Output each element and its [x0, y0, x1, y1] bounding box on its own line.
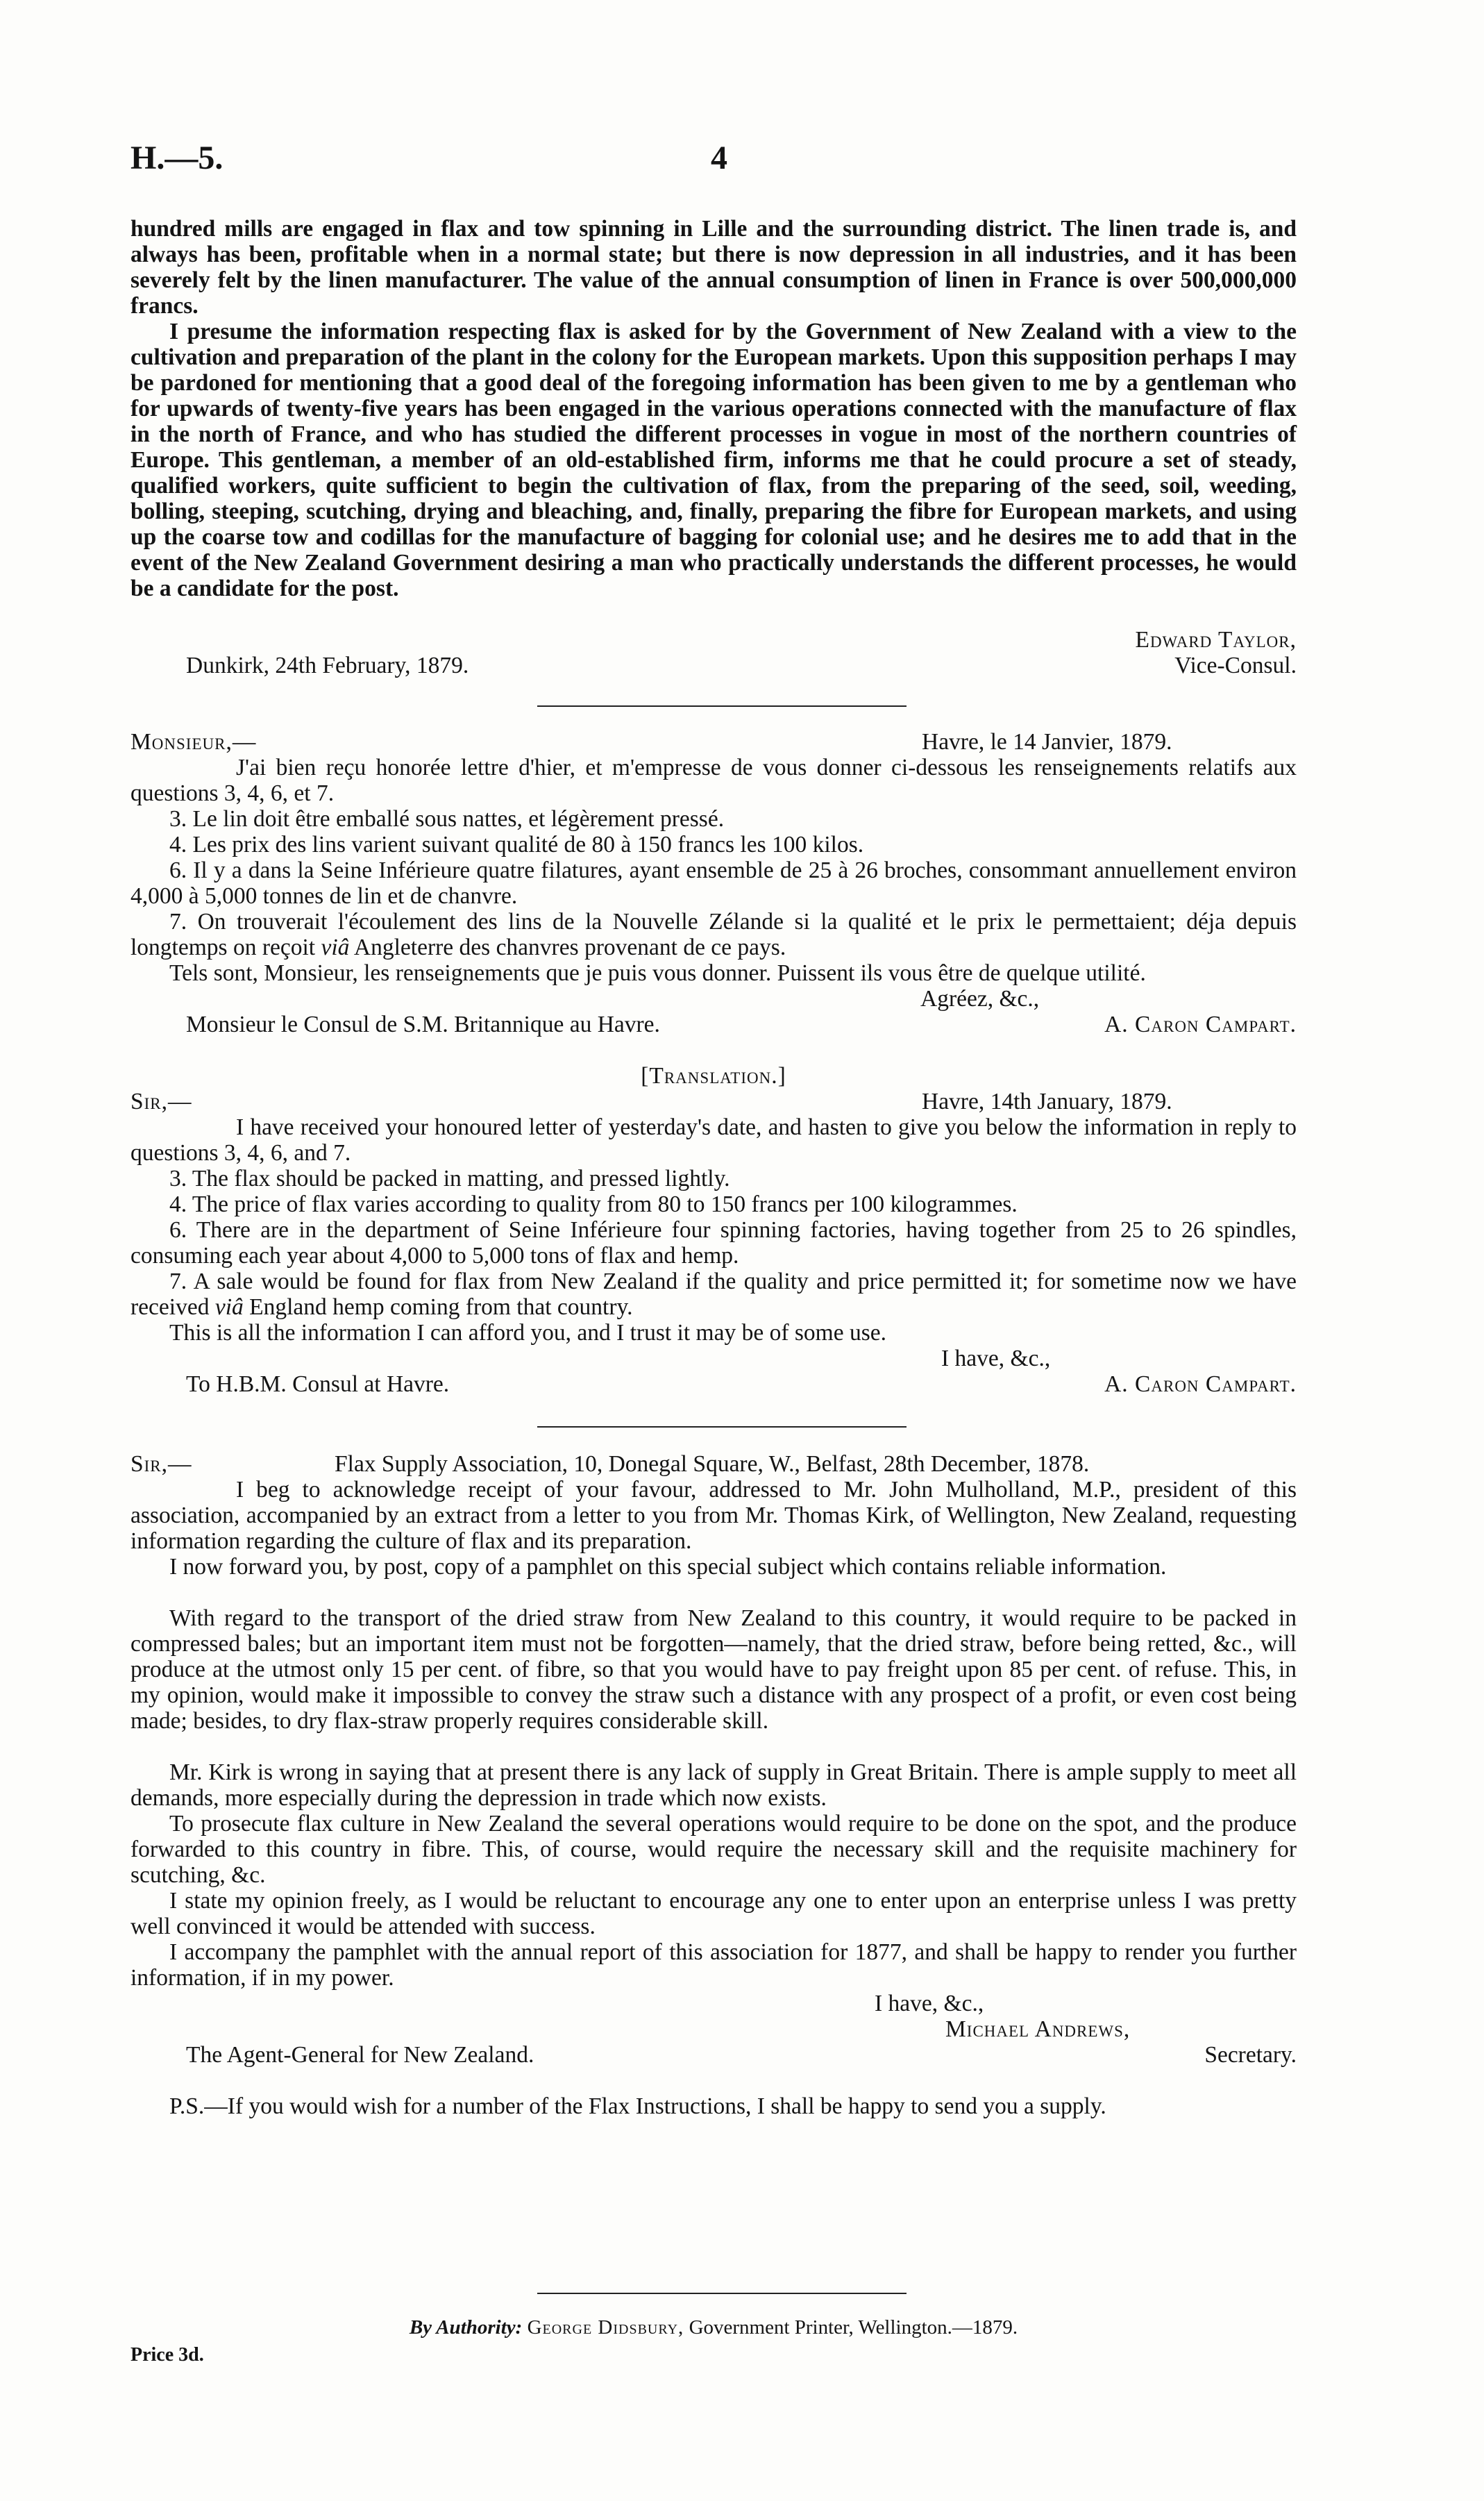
belfast-address-date: Flax Supply Association, 10, Donegal Square, W., Belfast, 28th December, 1878.: [335, 1451, 1090, 1477]
document-reference: H.—5.: [130, 140, 224, 176]
page-number: 4: [711, 140, 727, 176]
translation-intro: I have received your honoured letter of yesterday's date, and hasten to give you below the information in reply to questions 3, 4, 6, and 7.: [130, 1114, 1297, 1166]
belfast-paragraph-5: To prosecute flax culture in New Zealand the several operations would require to be done on the spot, and the produce forwarded to this country in fibre. This, of course, would require the necessary skill and the requisite machinery for scutching, &c.: [130, 1811, 1297, 1888]
french-closing: Tels sont, Monsieur, les renseignements que je puis vous donner. Puissent ils vous être de quelque utilité.: [169, 960, 1146, 986]
belfast-signer-title: Secretary.: [1204, 2042, 1297, 2068]
dunkirk-signer-title: Vice-Consul.: [1174, 653, 1297, 678]
french-place-date: Havre, le 14 Janvier, 1879.: [922, 729, 1172, 755]
dunkirk-paragraph-1: hundred mills are engaged in flax and tow spinning in Lille and the surrounding district. The linen trade is, and always has been, profitable when in a normal state; but there is now depression in all industries, and it has been severely felt by the linen manufacturer. The value of the annual consumption of linen in France is over 500,000,000 francs.: [130, 216, 1297, 319]
translation-item: 6. There are in the department of Seine Inférieure four spinning factories, having together from 25 to 26 spindles, consuming each year about 4,000 to 5,000 tons of flax and hemp.: [130, 1217, 1297, 1269]
belfast-paragraph-7: I accompany the pamphlet with the annual report of this association for 1877, and shall be happy to render you further information, if in my power.: [130, 1939, 1297, 1991]
belfast-salutation: Sir,—: [130, 1451, 192, 1477]
belfast-postscript: P.S.—If you would wish for a number of the Flax Instructions, I shall be happy to send you a supply.: [169, 2093, 1106, 2119]
translation-salutation: Sir,—: [130, 1089, 192, 1114]
belfast-paragraph-3: With regard to the transport of the dried straw from New Zealand to this country, it would require to be packed in compressed bales; but an important item must not be forgotten—namely, that the dried straw, before being retted, &c., will produce at the utmost only 15 per cent. of fibre, so that you would have to pay freight upon 85 per cent. of refuse. This, in my opinion, would make it impossible to convey the straw such a distance with any prospect of a profit, or even cost being made; besides, to dry flax-straw properly requires considerable skill.: [130, 1605, 1297, 1734]
dunkirk-paragraph-2: I presume the information respecting flax is asked for by the Government of New Zealand with a view to the cultivation and preparation of the plant in the colony for the European markets. Upon this supposition perhaps I may be pardoned for mentioning that a good deal of the foregoing information has been given to me by a gentleman who for upwards of twenty-five years has been engaged in the various operations connected with the manufacture of flax in the north of France, and who has studied the different processes in vogue in most of the northern countries of Europe. This gentleman, a member of an old-established firm, informs me that he could procure a set of steady, qualified workers, quite sufficient to begin the cultivation of flax, from the preparing of the seed, soil, weeding, bolling, steeping, scutching, drying and bleaching, and, finally, preparing the fibre for European markets, and using up the coarse tow and codillas for the manufacture of bagging for colonial use; and he desires me to add that in the event of the New Zealand Government desiring a man who practically understands the different processes, he would be a candidate for the post.: [130, 319, 1297, 601]
french-intro: J'ai bien reçu honorée lettre d'hier, et m'empresse de vous donner ci-dessous les renseignements relatifs aux questions 3, 4, 6, et 7.: [130, 755, 1297, 806]
section-divider: [537, 1426, 907, 1428]
translation-item-7: 7. A sale would be found for flax from New Zealand if the quality and price permitted it; for sometime now we have received viâ England hemp coming from that country.: [130, 1269, 1297, 1320]
translation-addressee: To H.B.M. Consul at Havre.: [186, 1371, 450, 1397]
belfast-paragraph-4: Mr. Kirk is wrong in saying that at present there is any lack of supply in Great Britain. There is ample supply to meet all demands, more especially during the depression in trade which now exists.: [130, 1759, 1297, 1811]
translation-place-date: Havre, 14th January, 1879.: [922, 1089, 1172, 1114]
french-agreez: Agréez, &c.,: [920, 986, 1040, 1012]
translation-signer: A. Caron Campart.: [1104, 1371, 1297, 1397]
belfast-signer: Michael Andrews,: [945, 2016, 1131, 2042]
french-item: 4. Les prix des lins varient suivant qualité de 80 à 150 francs les 100 kilos.: [169, 832, 864, 858]
translation-item: 3. The flax should be packed in matting, and pressed lightly.: [169, 1166, 730, 1191]
belfast-addressee: The Agent-General for New Zealand.: [186, 2042, 534, 2068]
belfast-paragraph-1: I beg to acknowledge receipt of your favour, addressed to Mr. John Mulholland, M.P., president of this association, accompanied by an extract from a letter to you from Mr. Thomas Kirk, of Wellington, New Zealand, requesting information regarding the culture of flax and its preparation.: [130, 1477, 1297, 1554]
belfast-have: I have, &c.,: [875, 1991, 984, 2016]
section-divider: [537, 705, 907, 707]
french-addressee: Monsieur le Consul de S.M. Britannique au Havre.: [186, 1012, 660, 1037]
translation-closing: This is all the information I can afford you, and I trust it may be of some use.: [169, 1320, 886, 1346]
footer-divider: [537, 2293, 907, 2294]
french-signer: A. Caron Campart.: [1104, 1012, 1297, 1037]
dunkirk-place-date: Dunkirk, 24th February, 1879.: [186, 653, 469, 678]
french-salutation: Monsieur,—: [130, 729, 257, 755]
translation-item: 4. The price of flax varies according to quality from 80 to 150 francs per 100 kilogrammes.: [169, 1191, 1018, 1217]
french-item: 3. Le lin doit être emballé sous nattes, et légèrement pressé.: [169, 806, 725, 832]
translation-have: I have, &c.,: [941, 1346, 1051, 1371]
french-item: 6. Il y a dans la Seine Inférieure quatre filatures, ayant ensemble de 25 à 26 broches, consommant annuellement environ 4,000 à 5,000 tonnes de lin et de chanvre.: [130, 858, 1297, 909]
belfast-paragraph-6: I state my opinion freely, as I would be reluctant to encourage any one to enter upon an enterprise unless I was pretty well convinced it would be attended with success.: [130, 1888, 1297, 1939]
price-label: Price 3d.: [130, 2344, 204, 2366]
french-item-7: 7. On trouverait l'écoulement des lins de la Nouvelle Zélande si la qualité et le prix le permettaient; déja depuis longtemps on reçoit viâ Angleterre des chanvres provenant de ce pays.: [130, 909, 1297, 960]
translation-heading: [Translation.]: [641, 1063, 786, 1089]
belfast-paragraph-2: I now forward you, by post, copy of a pamphlet on this special subject which contains reliable information.: [169, 1554, 1167, 1580]
dunkirk-signer: Edward Taylor,: [1135, 627, 1297, 653]
